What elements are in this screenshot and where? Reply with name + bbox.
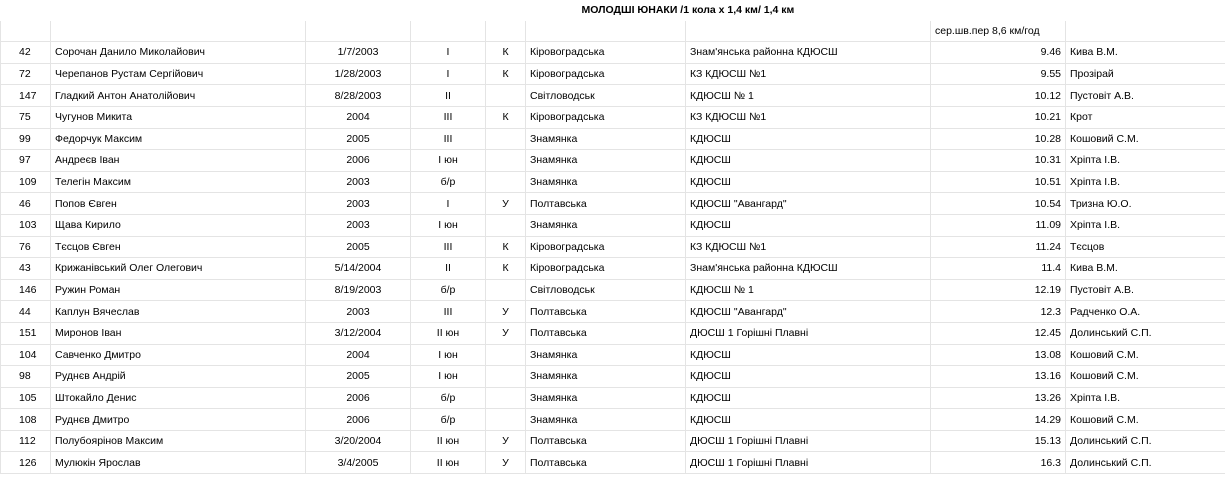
birth-date-cell[interactable]: 5/14/2004: [306, 258, 411, 280]
birth-date-cell[interactable]: 2004: [306, 344, 411, 366]
table-row: [1, 387, 1225, 409]
rank-cell[interactable]: I: [411, 42, 486, 64]
table-row: [1, 171, 1225, 193]
result-cell[interactable]: 10.54: [931, 193, 1066, 215]
bib-number-cell[interactable]: 112: [1, 430, 51, 452]
region-cell[interactable]: Кіровоградська: [526, 63, 686, 85]
region-cell[interactable]: Кіровоградська: [526, 258, 686, 280]
rank-cell[interactable]: III: [411, 236, 486, 258]
region-cell[interactable]: Знамянка: [526, 128, 686, 150]
cell[interactable]: [306, 21, 411, 42]
table-row: [1, 85, 1225, 107]
letter-cell[interactable]: [486, 387, 526, 409]
result-cell[interactable]: 10.51: [931, 171, 1066, 193]
result-cell[interactable]: 14.29: [931, 409, 1066, 431]
region-cell[interactable]: Полтавська: [526, 301, 686, 323]
cell[interactable]: [486, 21, 526, 42]
cell[interactable]: [1, 21, 51, 42]
table-row: [1, 236, 1225, 258]
region-cell[interactable]: Світловодськ: [526, 85, 686, 107]
letter-cell[interactable]: К: [486, 63, 526, 85]
rank-cell[interactable]: II: [411, 85, 486, 107]
rank-cell[interactable]: III: [411, 128, 486, 150]
birth-date-cell[interactable]: 2005: [306, 128, 411, 150]
rank-cell[interactable]: III: [411, 106, 486, 128]
athlete-name-cell[interactable]: Попов Євген: [51, 193, 306, 215]
bib-number-cell[interactable]: 151: [1, 322, 51, 344]
result-cell[interactable]: 13.08: [931, 344, 1066, 366]
result-cell[interactable]: 9.55: [931, 63, 1066, 85]
result-cell[interactable]: 12.19: [931, 279, 1066, 301]
region-cell[interactable]: Полтавська: [526, 322, 686, 344]
letter-cell[interactable]: [486, 344, 526, 366]
coach-cell[interactable]: Кошовий С.М.: [1066, 366, 1225, 388]
region-cell[interactable]: Кіровоградська: [526, 106, 686, 128]
region-cell[interactable]: Знамянка: [526, 344, 686, 366]
rank-cell[interactable]: б/р: [411, 171, 486, 193]
bib-number-cell[interactable]: 76: [1, 236, 51, 258]
cell[interactable]: [526, 21, 686, 42]
birth-date-cell[interactable]: 1/7/2003: [306, 42, 411, 64]
letter-cell[interactable]: К: [486, 106, 526, 128]
school-cell[interactable]: КДЮСШ: [686, 344, 931, 366]
result-cell[interactable]: 10.12: [931, 85, 1066, 107]
school-cell[interactable]: КДЮСШ: [686, 409, 931, 431]
rank-cell[interactable]: II юн: [411, 322, 486, 344]
school-cell[interactable]: Знам'янська районна КДЮСШ: [686, 258, 931, 280]
athlete-name-cell[interactable]: Ружин Роман: [51, 279, 306, 301]
bib-number-cell[interactable]: 99: [1, 128, 51, 150]
result-cell[interactable]: 15.13: [931, 430, 1066, 452]
letter-cell[interactable]: У: [486, 430, 526, 452]
school-cell[interactable]: Знам'янська районна КДЮСШ: [686, 42, 931, 64]
birth-date-cell[interactable]: 2003: [306, 301, 411, 323]
bib-number-cell[interactable]: 75: [1, 106, 51, 128]
bib-number-cell[interactable]: 108: [1, 409, 51, 431]
bib-number-cell[interactable]: 72: [1, 63, 51, 85]
coach-cell[interactable]: Кива В.М.: [1066, 42, 1225, 64]
table-row: [1, 301, 1225, 323]
cell[interactable]: [1066, 21, 1225, 42]
school-cell[interactable]: ДЮСШ 1 Горішні Плавні: [686, 322, 931, 344]
result-cell[interactable]: 12.3: [931, 301, 1066, 323]
athlete-name-cell[interactable]: Штокайло Денис: [51, 387, 306, 409]
region-cell[interactable]: Світловодськ: [526, 279, 686, 301]
birth-date-cell[interactable]: 8/19/2003: [306, 279, 411, 301]
coach-cell[interactable]: Радченко О.А.: [1066, 301, 1225, 323]
birth-date-cell[interactable]: 2003: [306, 193, 411, 215]
table-row: [1, 150, 1225, 172]
athlete-name-cell[interactable]: Каплун Вячеслав: [51, 301, 306, 323]
coach-cell[interactable]: Кошовий С.М.: [1066, 128, 1225, 150]
region-cell[interactable]: Знамянка: [526, 409, 686, 431]
athlete-name-cell[interactable]: Щава Кирило: [51, 214, 306, 236]
coach-cell[interactable]: Крот: [1066, 106, 1225, 128]
athlete-name-cell[interactable]: Сорочан Данило Миколайович: [51, 42, 306, 64]
athlete-name-cell[interactable]: Мулюкін Ярослав: [51, 452, 306, 474]
rank-cell[interactable]: II: [411, 258, 486, 280]
title-row: [1, 0, 1225, 21]
rank-cell[interactable]: II юн: [411, 452, 486, 474]
school-cell[interactable]: КДЮСШ "Авангард": [686, 193, 931, 215]
letter-cell[interactable]: К: [486, 258, 526, 280]
coach-cell[interactable]: Пустовіт А.В.: [1066, 279, 1225, 301]
letter-cell[interactable]: К: [486, 42, 526, 64]
rank-cell[interactable]: I юн: [411, 366, 486, 388]
letter-cell[interactable]: [486, 279, 526, 301]
table-row: [1, 214, 1225, 236]
rank-cell[interactable]: II юн: [411, 430, 486, 452]
rank-cell[interactable]: б/р: [411, 279, 486, 301]
bib-number-cell[interactable]: 103: [1, 214, 51, 236]
table-row: [1, 279, 1225, 301]
school-cell[interactable]: КЗ КДЮСШ №1: [686, 106, 931, 128]
result-cell[interactable]: 13.26: [931, 387, 1066, 409]
school-cell[interactable]: КДЮСШ № 1: [686, 85, 931, 107]
birth-date-cell[interactable]: 2003: [306, 171, 411, 193]
result-cell[interactable]: 10.21: [931, 106, 1066, 128]
birth-date-cell[interactable]: 8/28/2003: [306, 85, 411, 107]
cell[interactable]: [411, 21, 486, 42]
region-cell[interactable]: Полтавська: [526, 430, 686, 452]
letter-cell[interactable]: У: [486, 193, 526, 215]
birth-date-cell[interactable]: 3/20/2004: [306, 430, 411, 452]
coach-cell[interactable]: Кошовий С.М.: [1066, 344, 1225, 366]
result-cell[interactable]: 13.16: [931, 366, 1066, 388]
table-row: [1, 409, 1225, 431]
birth-date-cell[interactable]: 2005: [306, 236, 411, 258]
header-row: [1, 21, 1225, 42]
athlete-name-cell[interactable]: Черепанов Рустам Сергійович: [51, 63, 306, 85]
rank-cell[interactable]: б/р: [411, 387, 486, 409]
region-cell[interactable]: Полтавська: [526, 452, 686, 474]
school-cell[interactable]: КДЮСШ: [686, 128, 931, 150]
rank-cell[interactable]: I: [411, 63, 486, 85]
athlete-name-cell[interactable]: Федорчук Максим: [51, 128, 306, 150]
school-cell[interactable]: КДЮСШ: [686, 214, 931, 236]
letter-cell[interactable]: У: [486, 301, 526, 323]
athlete-name-cell[interactable]: Гладкий Антон Анатолійович: [51, 85, 306, 107]
birth-date-cell[interactable]: 2006: [306, 409, 411, 431]
result-cell[interactable]: 10.28: [931, 128, 1066, 150]
table-row: [1, 258, 1225, 280]
rank-cell[interactable]: I юн: [411, 344, 486, 366]
athlete-name-cell[interactable]: Полубоярінов Максим: [51, 430, 306, 452]
letter-cell[interactable]: [486, 409, 526, 431]
birth-date-cell[interactable]: 2004: [306, 106, 411, 128]
table-row: [1, 366, 1225, 388]
coach-cell[interactable]: Хріпта І.В.: [1066, 214, 1225, 236]
table-row: [1, 430, 1225, 452]
bib-number-cell[interactable]: 147: [1, 85, 51, 107]
coach-cell[interactable]: Пустовіт А.В.: [1066, 85, 1225, 107]
coach-cell[interactable]: Кошовий С.М.: [1066, 409, 1225, 431]
athlete-name-cell[interactable]: Миронов Іван: [51, 322, 306, 344]
table-row: [1, 344, 1225, 366]
athlete-name-cell[interactable]: Руднєв Андрій: [51, 366, 306, 388]
letter-cell[interactable]: [486, 214, 526, 236]
birth-date-cell[interactable]: 1/28/2003: [306, 63, 411, 85]
bib-number-cell[interactable]: 146: [1, 279, 51, 301]
school-cell[interactable]: КДЮСШ: [686, 171, 931, 193]
bib-number-cell[interactable]: 44: [1, 301, 51, 323]
bib-number-cell[interactable]: 98: [1, 366, 51, 388]
bib-number-cell[interactable]: 43: [1, 258, 51, 280]
bib-number-cell[interactable]: 46: [1, 193, 51, 215]
athlete-name-cell[interactable]: Крижанівський Олег Олегович: [51, 258, 306, 280]
athlete-name-cell[interactable]: Телегін Максим: [51, 171, 306, 193]
cell[interactable]: [686, 21, 931, 42]
table-row: [1, 63, 1225, 85]
athlete-name-cell[interactable]: Руднєв Дмитро: [51, 409, 306, 431]
letter-cell[interactable]: [486, 171, 526, 193]
result-cell[interactable]: 9.46: [931, 42, 1066, 64]
result-cell[interactable]: 11.24: [931, 236, 1066, 258]
coach-cell[interactable]: Долинський С.П.: [1066, 452, 1225, 474]
table-row: [1, 106, 1225, 128]
table-row: [1, 128, 1225, 150]
bib-number-cell[interactable]: 109: [1, 171, 51, 193]
athlete-name-cell[interactable]: Чугунов Микита: [51, 106, 306, 128]
bib-number-cell[interactable]: 42: [1, 42, 51, 64]
result-cell[interactable]: 10.31: [931, 150, 1066, 172]
school-cell[interactable]: КДЮСШ № 1: [686, 279, 931, 301]
athlete-name-cell[interactable]: Савченко Дмитро: [51, 344, 306, 366]
coach-cell[interactable]: Кива В.М.: [1066, 258, 1225, 280]
letter-cell[interactable]: У: [486, 452, 526, 474]
bib-number-cell[interactable]: 104: [1, 344, 51, 366]
birth-date-cell[interactable]: 2005: [306, 366, 411, 388]
coach-cell[interactable]: Тризна Ю.О.: [1066, 193, 1225, 215]
letter-cell[interactable]: К: [486, 236, 526, 258]
region-cell[interactable]: Знамянка: [526, 366, 686, 388]
birth-date-cell[interactable]: 3/12/2004: [306, 322, 411, 344]
school-cell[interactable]: КЗ КДЮСШ №1: [686, 236, 931, 258]
result-cell[interactable]: 16.3: [931, 452, 1066, 474]
region-cell[interactable]: Знамянка: [526, 171, 686, 193]
region-cell[interactable]: Знамянка: [526, 214, 686, 236]
school-cell[interactable]: КДЮСШ: [686, 366, 931, 388]
rank-cell[interactable]: I юн: [411, 150, 486, 172]
rank-cell[interactable]: I: [411, 193, 486, 215]
result-cell[interactable]: 11.09: [931, 214, 1066, 236]
table-row: [1, 42, 1225, 64]
region-cell[interactable]: Знамянка: [526, 387, 686, 409]
bib-number-cell[interactable]: 105: [1, 387, 51, 409]
birth-date-cell[interactable]: 2003: [306, 214, 411, 236]
athlete-name-cell[interactable]: Андреєв Іван: [51, 150, 306, 172]
coach-cell[interactable]: Хріпта І.В.: [1066, 150, 1225, 172]
table-row: [1, 452, 1225, 474]
region-cell[interactable]: Кіровоградська: [526, 236, 686, 258]
birth-date-cell[interactable]: 2006: [306, 387, 411, 409]
table-row: [1, 322, 1225, 344]
letter-cell[interactable]: [486, 366, 526, 388]
school-cell[interactable]: ДЮСШ 1 Горішні Плавні: [686, 452, 931, 474]
school-cell[interactable]: КЗ КДЮСШ №1: [686, 63, 931, 85]
school-cell[interactable]: КДЮСШ "Авангард": [686, 301, 931, 323]
school-cell[interactable]: КДЮСШ: [686, 150, 931, 172]
letter-cell[interactable]: [486, 85, 526, 107]
athlete-name-cell[interactable]: Тєсцов Євген: [51, 236, 306, 258]
region-cell[interactable]: Кіровоградська: [526, 42, 686, 64]
letter-cell[interactable]: У: [486, 322, 526, 344]
birth-date-cell[interactable]: 3/4/2005: [306, 452, 411, 474]
coach-cell[interactable]: Хріпта І.В.: [1066, 387, 1225, 409]
rank-cell[interactable]: III: [411, 301, 486, 323]
region-cell[interactable]: Полтавська: [526, 193, 686, 215]
region-cell[interactable]: Знамянка: [526, 150, 686, 172]
letter-cell[interactable]: [486, 128, 526, 150]
coach-cell[interactable]: Прозірай: [1066, 63, 1225, 85]
result-cell[interactable]: 11.4: [931, 258, 1066, 280]
coach-cell[interactable]: Долинський С.П.: [1066, 322, 1225, 344]
rank-cell[interactable]: I юн: [411, 214, 486, 236]
cell[interactable]: [51, 21, 306, 42]
birth-date-cell[interactable]: 2006: [306, 150, 411, 172]
bib-number-cell[interactable]: 97: [1, 150, 51, 172]
school-cell[interactable]: КДЮСШ: [686, 387, 931, 409]
rank-cell[interactable]: б/р: [411, 409, 486, 431]
coach-cell[interactable]: Хріпта І.В.: [1066, 171, 1225, 193]
coach-cell[interactable]: Долинський С.П.: [1066, 430, 1225, 452]
school-cell[interactable]: ДЮСШ 1 Горішні Плавні: [686, 430, 931, 452]
sheet-title: МОЛОДШІ ЮНАКИ /1 кола х 1,4 км/ 1,4 км: [581, 4, 795, 17]
speed-header[interactable]: сер.шв.пер 8,6 км/год: [931, 21, 1066, 42]
coach-cell[interactable]: Тєсцов: [1066, 236, 1225, 258]
result-cell[interactable]: 12.45: [931, 322, 1066, 344]
table-row: [1, 193, 1225, 215]
bib-number-cell[interactable]: 126: [1, 452, 51, 474]
letter-cell[interactable]: [486, 150, 526, 172]
